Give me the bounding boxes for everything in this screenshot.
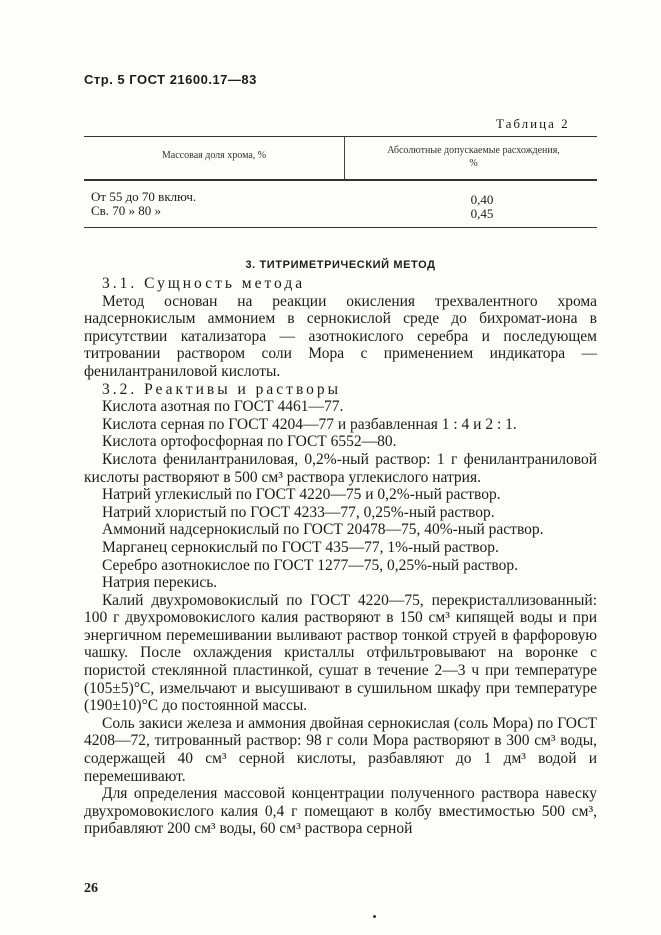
paragraph: Метод основан на реакции окисления трехвалентного хрома надсернокислым аммонием в сернокислой среде до бихромат-иона в присутствии катализатора — азотнокислого серебра и последующем титровании раствором соли Мора с применением индикатора — фенилантраниловой кислоты. bbox=[84, 292, 597, 380]
paragraph: Кислота серная по ГОСТ 4204—77 и разбавленная 1 : 4 и 2 : 1. bbox=[102, 415, 517, 433]
table-caption: Таблица 2 bbox=[496, 116, 570, 131]
table-header-tolerance: Абсолютные допускаемые расхождения, % bbox=[387, 145, 560, 169]
paragraph: Натрий углекислый по ГОСТ 4220—75 и 0,2%-ный раствор. bbox=[102, 486, 501, 504]
section-title: 3. ТИТРИМЕТРИЧЕСКИЙ МЕТОД bbox=[245, 259, 436, 271]
table-header-rule bbox=[84, 179, 597, 181]
page-number: 26 bbox=[84, 881, 98, 896]
paragraph: Кислота ортофосфорная по ГОСТ 6552—80. bbox=[102, 433, 397, 451]
table-row-label: Св. 70 » 80 » bbox=[91, 203, 162, 218]
paragraph: Для определения массовой концентрации полученного раствора навеску двухромовокислого калия 0,4 г помещают в колбу вместимостью 500 см³, прибавляют 200 см³ воды, 60 см³ раствора серной bbox=[84, 785, 597, 838]
table-row-label: От 55 до 70 включ. bbox=[91, 189, 197, 204]
paragraph: Натрия перекись. bbox=[102, 574, 218, 592]
subsection-heading: 3.2. Реактивы и растворы bbox=[102, 380, 342, 398]
paragraph: Серебро азотнокислое по ГОСТ 1277—75, 0,25%-ный раствор. bbox=[102, 556, 518, 574]
paragraph: Аммоний надсернокислый по ГОСТ 20478—75, 40%-ный раствор. bbox=[102, 521, 544, 539]
body-text bbox=[84, 275, 597, 838]
page-header: Стр. 5 ГОСТ 21600.17—83 bbox=[84, 72, 257, 87]
table-row-value: 0,40 bbox=[470, 192, 494, 207]
table-row-value: 0,45 bbox=[470, 206, 494, 221]
paragraph: Кислота азотная по ГОСТ 4461—77. bbox=[102, 398, 344, 416]
paragraph: Калий двухромовокислый по ГОСТ 4220—75, перекристаллизованный: 100 г двухромовокислого калия растворяют в 150 см³ кипящей воды и при энергичном перемешивании выливают раствор тонкой струей в фарфоровую чашку. После охлаждения кристаллы отфильтровывают на воронке с пористой стеклянной пластинкой, сушат в течение 2—3 ч при температуре (105±5)°С, измельчают и высушивают в сушильном шкафу при температуре (190±10)°С до постоянной массы. bbox=[84, 591, 597, 715]
table-column-divider bbox=[344, 137, 345, 180]
paragraph: Соль закиси железа и аммония двойная сернокислая (соль Мора) по ГОСТ 4208—72, титрованный раствор: 98 г соли Мора растворяют в 300 см³ воды, содержащей 40 см³ серной кислоты, разбавляют до 1 дм³ водой и перемешивают. bbox=[84, 714, 597, 785]
table-top-rule bbox=[84, 136, 597, 137]
table-bottom-rule bbox=[84, 227, 597, 228]
subsection-heading: 3.1. Сущность метода bbox=[102, 275, 306, 292]
paragraph: Натрий хлористый по ГОСТ 4233—77, 0,25%-ный раствор. bbox=[102, 503, 495, 521]
table-header-mass-fraction: Массовая доля хрома, % bbox=[161, 150, 267, 161]
scan-mark bbox=[373, 915, 376, 918]
paragraph: Марганец сернокислый по ГОСТ 435—77, 1%-ный раствор. bbox=[102, 538, 499, 556]
paragraph: Кислота фенилантраниловая, 0,2%-ный раствор: 1 г фенилантраниловой кислоты растворяют в 500 см³ раствора углекислого натрия. bbox=[84, 450, 597, 486]
